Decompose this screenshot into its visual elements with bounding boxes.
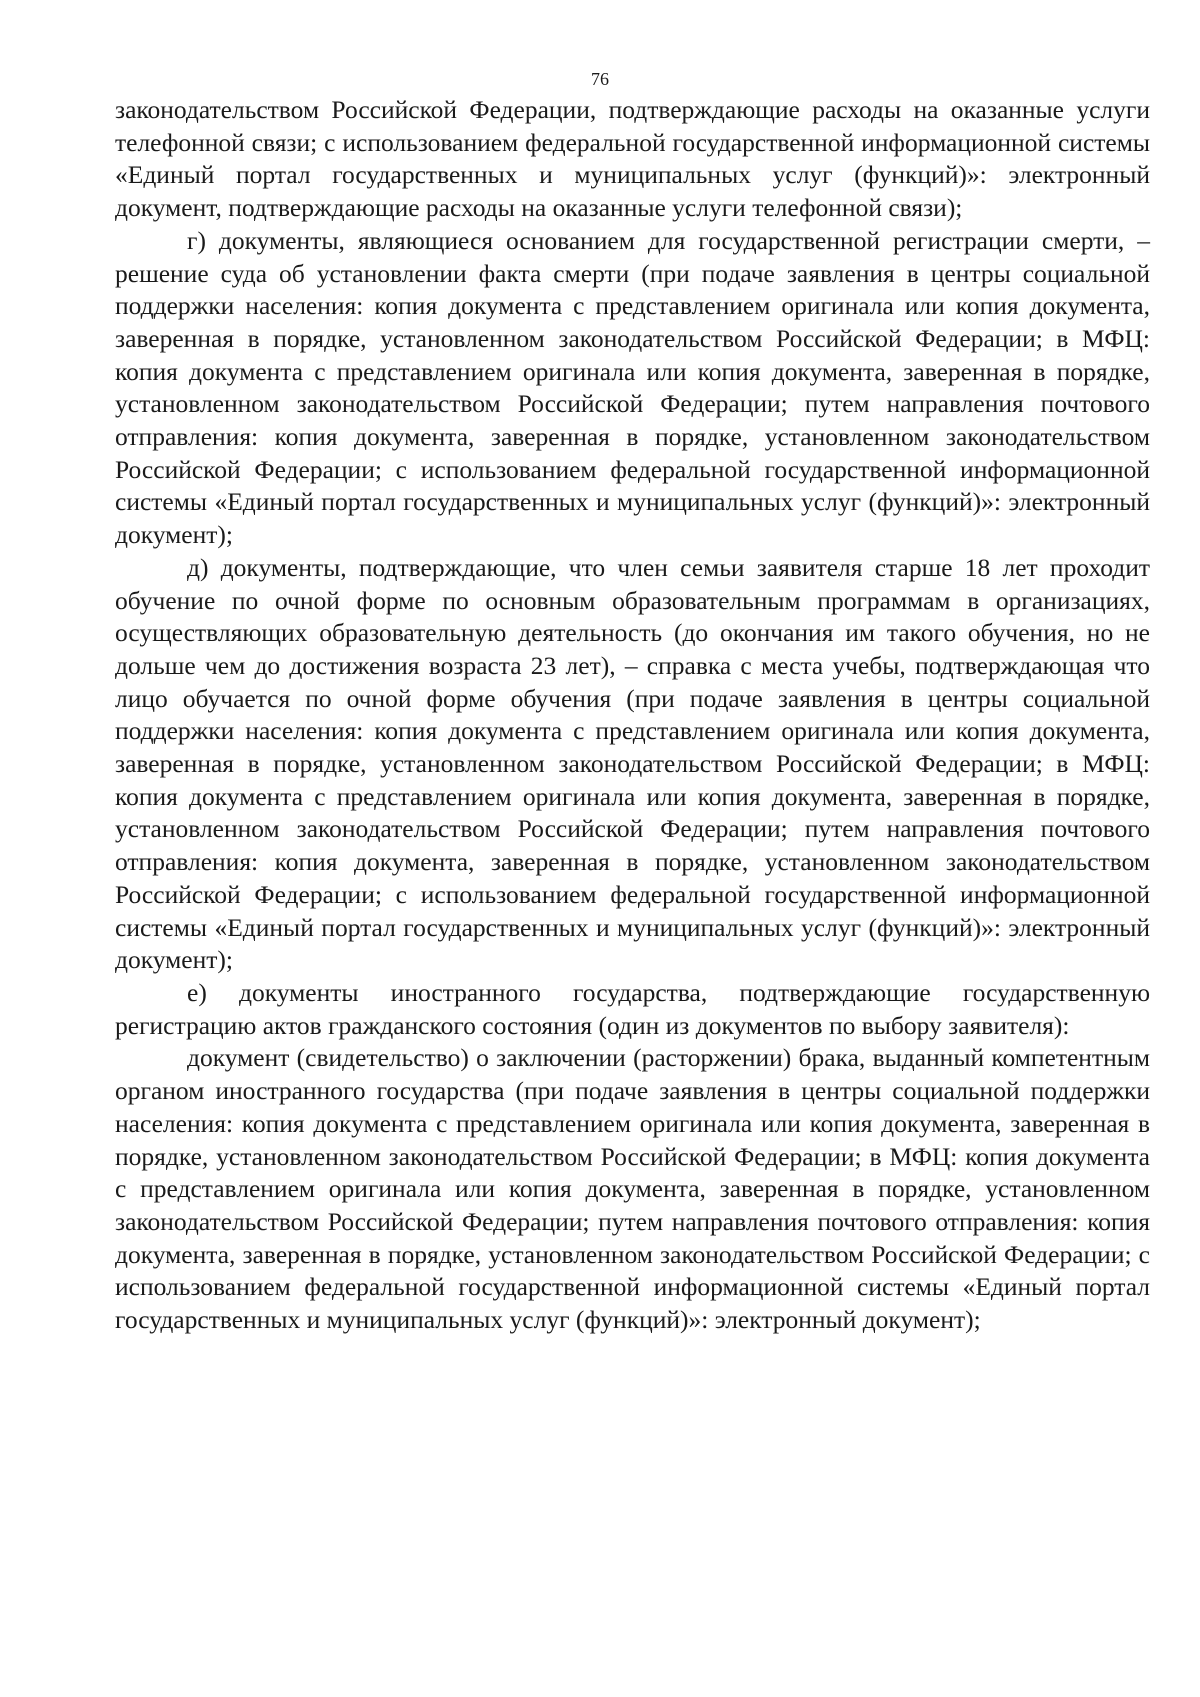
- page-number: 76: [591, 69, 609, 89]
- document-body: [115, 94, 1150, 1337]
- paragraph-item-d: д) документы, подтверждающие, что член семьи заявителя старше 18 лет проходит обучение по очной форме по основным образовательным программам в организациях, осуществляющих образовательную деятельность (до окончания им такого обучения, но не дольше чем до достижения возраста 23 лет), – справка с места учебы, подтверждающая что лицо обучается по очной форме обучения (при подаче заявления в центры социальной поддержки населения: копия документа с представлением оригинала или копия документа, заверенная в порядке, установленном законодательством Российской Федерации; в МФЦ: копия документа с представлением оригинала или копия документа, заверенная в порядке, установленном законодательством Российской Федерации; путем направления почтового отправления: копия документа, заверенная в порядке, установленном законодательством Российской Федерации; с использованием федеральной государственной информационной системы «Единый портал государственных и муниципальных услуг (функций)»: электронный документ);: [115, 552, 1150, 975]
- paragraph-marriage-document: документ (свидетельство) о заключении (расторжении) брака, выданный компетентным органом иностранного государства (при подаче заявления в центры социальной поддержки населения: копия документа с представлением оригинала или копия документа, заверенная в порядке, установленном законодательством Российской Федерации; в МФЦ: копия документа с представлением оригинала или копия документа, заверенная в порядке, установленном законодательством Российской Федерации; путем направления почтового отправления: копия документа, заверенная в порядке, установленном законодательством Российской Федерации; с использованием федеральной государственной информационной системы «Единый портал государственных и муниципальных услуг (функций)»: электронный документ);: [115, 1043, 1150, 1335]
- paragraph-continuation: законодательством Российской Федерации, подтверждающие расходы на оказанные услуги телефонной связи; с использованием федеральной государственной информационной системы «Единый портал государственных и муниципальных услуг (функций)»: электронный документ, подтверждающие расходы на оказанные услуги телефонной связи);: [115, 95, 1150, 223]
- paragraph-item-e: е) документы иностранного государства, подтверждающие государственную регистрацию актов гражданского состояния (один из документов по выбору заявителя):: [115, 977, 1150, 1040]
- paragraph-item-g: г) документы, являющиеся основанием для государственной регистрации смерти, – решение суда об установлении факта смерти (при подаче заявления в центры социальной поддержки населения: копия документа с представлением оригинала или копия документа, заверенная в порядке, установленном законодательством Российской Федерации; в МФЦ: копия документа с представлением оригинала или копия документа, заверенная в порядке, установленном законодательством Российской Федерации; путем направления почтового отправления: копия документа, заверенная в порядке, установленном законодательством Российской Федерации; с использованием федеральной государственной информационной системы «Единый портал государственных и муниципальных услуг (функций)»: электронный документ);: [115, 225, 1150, 550]
